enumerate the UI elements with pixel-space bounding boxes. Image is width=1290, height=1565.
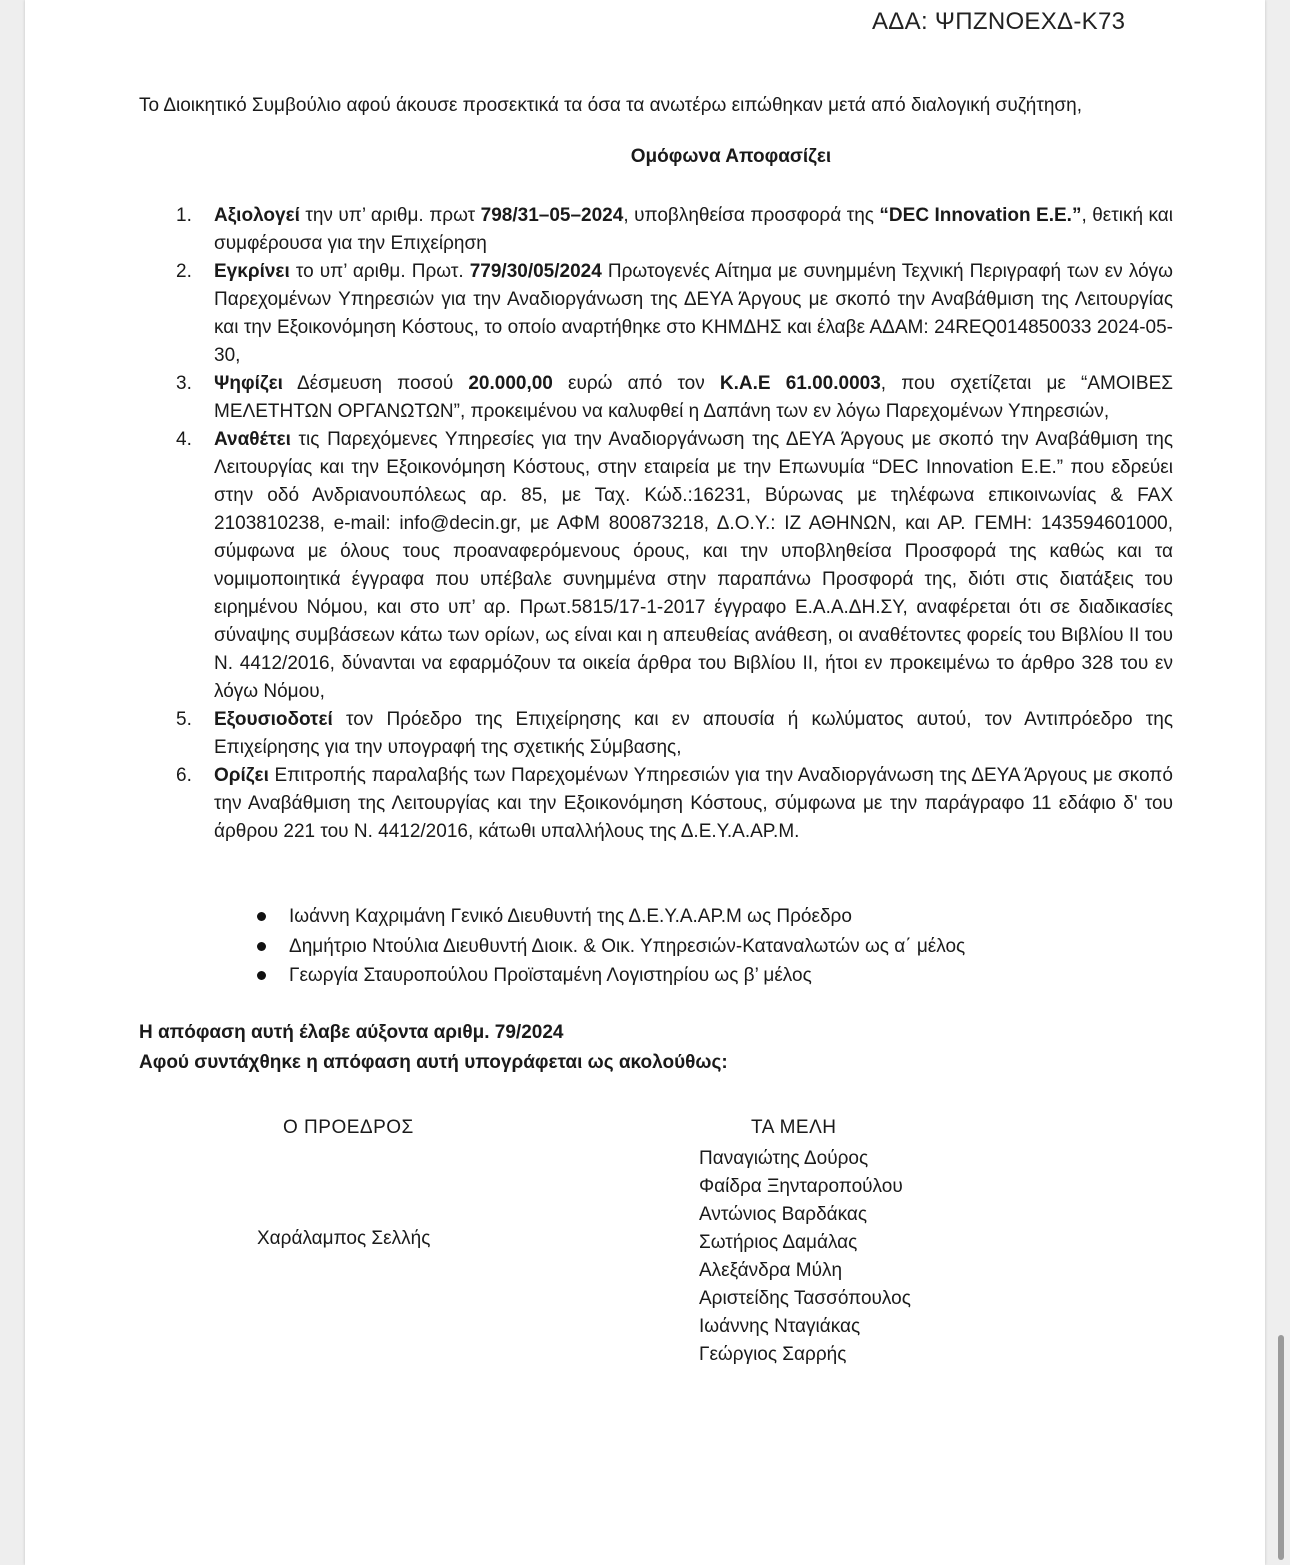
decision-item (139, 202, 1173, 258)
decision-item (139, 258, 1173, 370)
decision-bold-text: Κ.Α.Ε 61.00.0003 (719, 373, 881, 394)
member-name: Ιωάννης Νταγιάκας (699, 1316, 861, 1337)
decision-heading (114, 146, 1290, 168)
decision-text: , θετική και συμφέρουσα για την Επιχείρηση (214, 205, 1173, 254)
decision-text: τον Πρόεδρο της Επιχείρησης και εν απουσία ή κωλύματος αυτού, τον Αντιπρόεδρο της Επιχείρησης για την υπογραφή της σχετικής Σύμβασης, (214, 709, 1173, 758)
decision-text: Πρωτογενές Αίτημα με συνημμένη Τεχνική Περιγραφή των εν λόγω Παρεχομένων Υπηρεσιών για την Αναδιοργάνωση της ΔΕΥΑ Άργους με σκοπό την Αναβάθμιση της Λειτουργίας και την Εξοικονόμηση Κόστους, το οποίο αναρτήθηκε στο ΚΗΜΔΗΣ και έλαβε ΑΔΑΜ: 24REQ014850033 2024-05-30, (214, 261, 1173, 366)
bullet-icon (257, 971, 266, 980)
committee-member (255, 902, 1155, 932)
bullet-icon (257, 912, 266, 921)
members-signature-list (699, 1145, 911, 1369)
decision-bold-text: Ψηφίζει (214, 373, 283, 394)
decision-text: το υπ’ αριθμ. Πρωτ. (289, 261, 470, 282)
decision-text: , υποβληθείσα προσφορά της (623, 205, 880, 226)
committee-list (255, 902, 1155, 991)
member-name: Αντώνιος Βαρδάκας (699, 1204, 868, 1225)
decision-number-line: Η απόφαση αυτή έλαβε αύξοντα αριθμ. 79/2024 (139, 1022, 564, 1043)
decision-text: Επιτροπής παραλαβής των Παρεχομένων Υπηρεσιών για την Αναδιοργάνωση της ΔΕΥΑ Άργους με σκοπό την Αναβάθμιση της Λειτουργίας και την Εξοικονόμηση Κόστους, σύμφωνα με την παράγραφο 11 εδάφιο δ' του άρθρου 221 του Ν. 4412/2016, κάτωθι υπαλλήλους της Δ.Ε.Υ.Α.ΑΡ.Μ. (214, 765, 1173, 842)
ada-code: ΑΔΑ: ΨΠΖΝΟΕΧΔ-Κ73 (872, 8, 1126, 35)
members-title: ΤΑ ΜΕΛΗ (751, 1117, 837, 1138)
decision-bold-text: Αξιολογεί (214, 205, 300, 226)
member-name: Αριστείδης Τασσόπουλος (699, 1288, 911, 1309)
scrollbar-thumb[interactable] (1278, 1335, 1284, 1560)
committee-member (255, 961, 1155, 991)
decision-bold-text: 779/30/05/2024 (469, 261, 602, 282)
decision-item (139, 426, 1173, 706)
decision-bold-text: Αναθέτει (214, 429, 291, 450)
decision-item (139, 706, 1173, 762)
decision-item (139, 370, 1173, 426)
committee-member-text: Ιωάννη Καχριμάνη Γενικό Διευθυντή της Δ.Ε.Υ.Α.ΑΡ.Μ ως Πρόεδρο (289, 906, 852, 927)
decision-text: ευρώ από τον (552, 373, 720, 394)
president-name: Χαράλαμπος Σελλής (257, 1228, 431, 1249)
decision-bold-text: Ορίζει (214, 765, 269, 786)
closing-block (139, 1018, 728, 1078)
decision-bold-text: Εξουσιοδοτεί (214, 709, 333, 730)
decision-text: Δέσμευση ποσού (282, 373, 469, 394)
decision-number: 6. (176, 765, 192, 786)
member-name: Σωτήριος Δαμάλας (699, 1232, 858, 1253)
decision-number: 2. (176, 261, 192, 282)
president-title: Ο ΠΡΟΕΔΡΟΣ (283, 1117, 414, 1138)
committee-member (255, 932, 1155, 962)
member-name: Φαίδρα Ξηνταροπούλου (699, 1176, 903, 1197)
bullet-icon (257, 942, 266, 951)
decision-number: 4. (176, 429, 192, 450)
decision-number: 5. (176, 709, 192, 730)
member-name: Παναγιώτης Δούρος (699, 1148, 869, 1169)
decision-bold-text: “DEC Innovation E.E.” (879, 205, 1082, 226)
decision-bold-text: 798/31–05–2024 (480, 205, 624, 226)
committee-member-text: Γεωργία Σταυροπούλου Προϊσταμένη Λογιστηρίου ως β’ μέλος (289, 965, 812, 986)
committee-member-text: Δημήτριο Ντούλια Διευθυντή Διοικ. & Οικ. Υπηρεσιών-Καταναλωτών ως α΄ μέλος (289, 935, 966, 957)
decision-text: τις Παρεχόμενες Υπηρεσίες για την Αναδιοργάνωση της ΔΕΥΑ Άργους με σκοπό την Αναβάθμιση της Λειτουργίας και την Εξοικονόμηση Κόστους, στην εταιρεία με την Επωνυμία “DEC Innovation E.E.” που εδρεύει στην οδό Ανδριανουπόλεως αρ. 85, με Ταχ. Κώδ.:16231, Βύρωνας με τηλέφωνα επικοινωνίας & FAX 2103810238, e-mail: info@decin.gr, με ΑΦΜ 800873218, Δ.Ο.Υ.: ΙΖ ΑΘΗΝΩΝ, και ΑΡ. ΓΕΜΗ: 143594601000, σύμφωνα με όλους τους προαναφερόμενους όρους, και την υποβληθείσα Προσφορά της καθώς και τα νομιμοποιητικά έγγραφα που υπέβαλε συνημμένα στην παραπάνω Προσφορά της, διότι στις διατάξεις του ειρημένου Νόμου, και στο υπ’ αρ. Πρωτ.5815/17-1-2017 έγγραφο Ε.Α.Α.ΔΗ.ΣΥ, αναφέρεται ότι σε διαδικασίες σύναψης συμβάσεων κάτω των ορίων, ως είναι και η απευθείας ανάθεση, οι αναθέτοντες φορείς του Βιβλίου ΙΙ του Ν. 4412/2016, δύνανται να εφαρμόζουν τα οικεία άρθρα του Βιβλίου ΙΙ, ήτοι εν προκειμένω το άρθρο 328 του εν λόγω Νόμου, (214, 429, 1173, 702)
decision-number: 3. (176, 373, 192, 394)
member-name: Γεώργιος Σαρρής (699, 1344, 847, 1365)
decision-bold-text: 20.000,00 (468, 373, 553, 394)
decision-text: την υπ’ αριθμ. πρωτ (299, 205, 481, 226)
decision-bold-text: Εγκρίνει (214, 261, 290, 282)
decision-number: 1. (176, 205, 192, 226)
decisions-list (139, 202, 1173, 846)
decision-heading-text: Ομόφωνα Αποφασίζει (630, 146, 832, 167)
document-page (25, 0, 1265, 1565)
decision-item (139, 762, 1173, 846)
intro-paragraph: Το Διοικητικό Συμβούλιο αφού άκουσε προσεκτικά τα όσα τα ανωτέρω ειπώθηκαν μετά από διαλογική συζήτηση, (139, 95, 1083, 116)
member-name: Αλεξάνδρα Μύλη (699, 1260, 843, 1281)
decision-text: , που σχετίζεται με “ΑΜΟΙΒΕΣ ΜΕΛΕΤΗΤΩΝ ΟΡΓΑΝΩΤΩΝ”, προκειμένου να καλυφθεί η Δαπάνη των εν λόγω Παρεχομένων Υπηρεσιών, (214, 373, 1173, 422)
signing-intro-line: Αφού συντάχθηκε η απόφαση αυτή υπογράφεται ως ακολούθως: (139, 1052, 728, 1073)
